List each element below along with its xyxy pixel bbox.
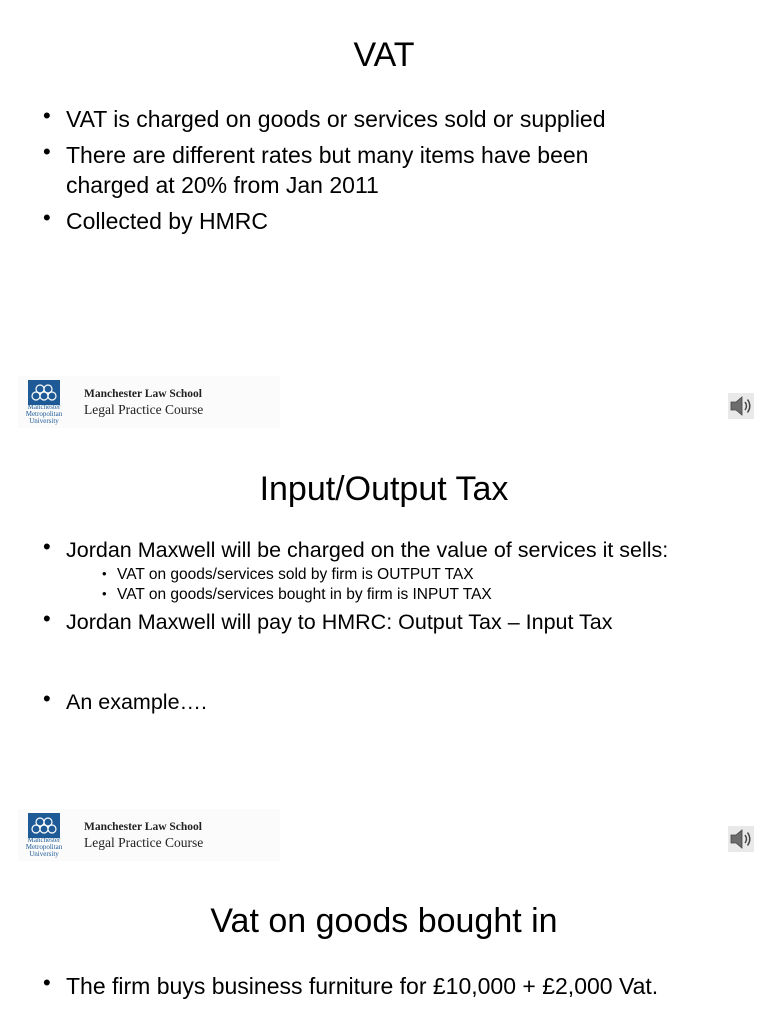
course-name: Legal Practice Course — [84, 835, 204, 850]
school-name: Manchester Law School — [84, 821, 202, 833]
crest-icon — [28, 813, 60, 838]
bullet-item: • VAT is charged on goods or services sold or supplied — [43, 104, 723, 134]
mmu-logo — [18, 376, 280, 428]
slide-vat — [0, 0, 768, 434]
slide-input-output-tax — [0, 434, 768, 867]
sub-bullet-list — [102, 565, 723, 605]
sub-bullet-item: • VAT on goods/services bought in by firm is INPUT TAX — [102, 585, 723, 605]
bullet-list — [43, 971, 723, 1007]
bullet-item: • There are different rates but many items have been charged at 20% from Jan 2011 — [43, 140, 676, 200]
speaker-icon[interactable] — [728, 393, 754, 419]
crest-icon — [28, 380, 60, 405]
sub-bullet-item: • VAT on goods/services sold by firm is OUTPUT TAX — [102, 565, 723, 585]
university-name: Manchester Metropolitan University — [25, 403, 63, 425]
bullet-item: • An example…. — [43, 687, 723, 717]
slide-title: Input/Output Tax — [259, 470, 509, 508]
bullet-list — [43, 104, 723, 242]
slide-title: VAT — [353, 36, 415, 74]
university-name: Manchester Metropolitan University — [25, 836, 63, 858]
bullet-item: • The firm buys business furniture for £10,000 + £2,000 Vat. — [43, 971, 686, 1001]
speaker-icon[interactable] — [728, 826, 754, 852]
slide-title: Vat on goods bought in — [210, 902, 558, 940]
bullet-list — [43, 535, 723, 723]
mmu-logo — [18, 809, 280, 861]
bullet-text: Jordan Maxwell will be charged on the value of services it sells: — [66, 538, 669, 562]
bullet-item: • Jordan Maxwell will pay to HMRC: Output Tax – Input Tax — [43, 607, 723, 637]
bullet-item: • Collected by HMRC — [43, 206, 723, 236]
slide-vat-goods-bought-in — [0, 867, 768, 1024]
course-name: Legal Practice Course — [84, 402, 204, 417]
school-name: Manchester Law School — [84, 388, 202, 400]
bullet-item — [43, 535, 723, 605]
